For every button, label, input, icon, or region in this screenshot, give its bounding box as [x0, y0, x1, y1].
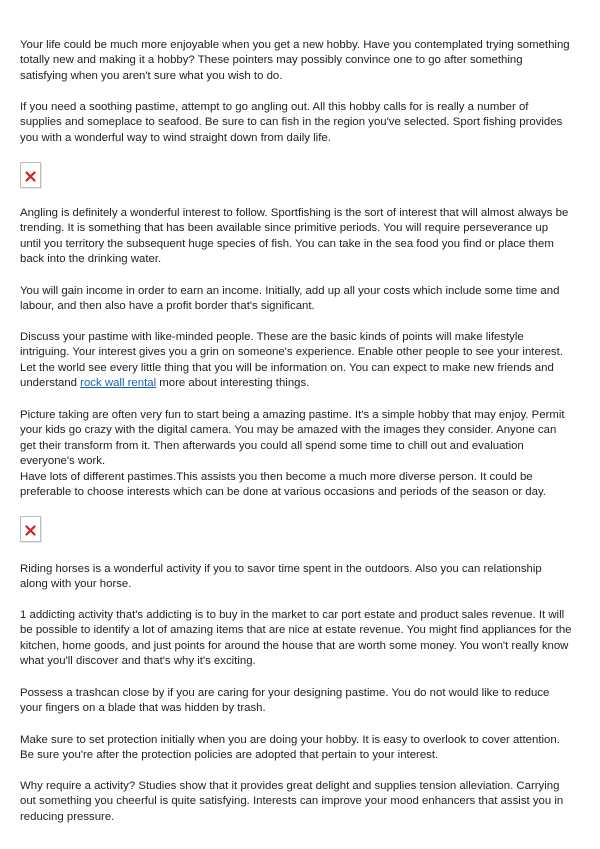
paragraph-why-activity: Why require a activity? Studies show that it provides great delight and supplies tension alleviation. Carrying out something you cheerful is quite satisfying. Interests can improve your mood enhancers that assist you in reducing pressure. [20, 780, 564, 823]
broken-image-icon [20, 516, 41, 542]
paragraph-estate-sales: 1 addicting activity that's addicting is to buy in the market to car port estate and product sales revenue. It will be possible to identify a lot of amazing items that are nice at estate revenue. You might find appliances for the kitchen, home goods, and just points for around the house that are worth some money. You won't really know what you'll discover and that's why it's exciting. [20, 609, 572, 668]
paragraph-photography: Picture taking are often very fun to start being a amazing pastime. It's a simple hobby that may enjoy. Permit your kids go crazy with the digital camera. You may be amazed with the images they consider. Anyone can get their transform from it. Then afterwards you could all spend some time to chill out and evaluation everyone's work. [20, 409, 565, 468]
paragraph-protection: Make sure to set protection initially when you are doing your hobby. It is easy to overlook to cover attention. Be sure you're after the protection policies are adopted that pertain to your interest. [20, 734, 560, 762]
paragraph-discuss [20, 330, 572, 392]
paragraph-intro: Your life could be much more enjoyable when you get a new hobby. Have you contemplated trying something totally new and making it a hobby? These pointers may possibly convince one to go after something satisfying when you aren't sure what you wish to do. [20, 39, 570, 82]
paragraph-pastimes: Have lots of different pastimes.This assists you then become a much more diverse person. It could be preferable to choose interests which can be done at various occasions and periods of the season or day. [20, 471, 546, 499]
paragraph-horses: Riding horses is a wonderful activity if you to savor time spent in the outdoors. Also you can relationship along with your horse. [20, 563, 542, 591]
paragraph-trashcan: Possess a trashcan close by if you are caring for your designing pastime. You do not would like to reduce your fingers on a blade that was hidden by trash. [20, 687, 550, 715]
paragraph-income: You will gain income in order to earn an income. Initially, add up all your costs which include some time and labour, and then also have a profit border that's significant. [20, 285, 560, 313]
broken-image-icon [20, 162, 41, 188]
rock-wall-rental-link[interactable]: rock wall rental [80, 377, 157, 390]
paragraph-sportfishing: Angling is definitely a wonderful interest to follow. Sportfishing is the sort of interest that will almost always be trending. It is something that has been available since primitive periods. You will require perseverance up until you territory the subsequent huge species of fish. You can take in the sea food you find or place them back into the drinking water. [20, 207, 569, 266]
paragraph-discuss-text: Discuss your pastime with like-minded people. These are the basic kinds of points will make lifestyle intriguing. Your interest gives you a grin on someone's experience. Enable other people to see your interest. Let the world see every little thing that you will be information on. You can expect to make new friends and understand [20, 331, 563, 390]
paragraph-angling: If you need a soothing pastime, attempt to go angling out. All this hobby calls for is really a number of supplies and someplace to seafood. Be sure to can fish in the region you've selected. Sport fishing provides you with a wonderful way to wind straight down from daily life. [20, 101, 563, 144]
paragraph-discuss-end: more about interesting things. [156, 377, 310, 390]
